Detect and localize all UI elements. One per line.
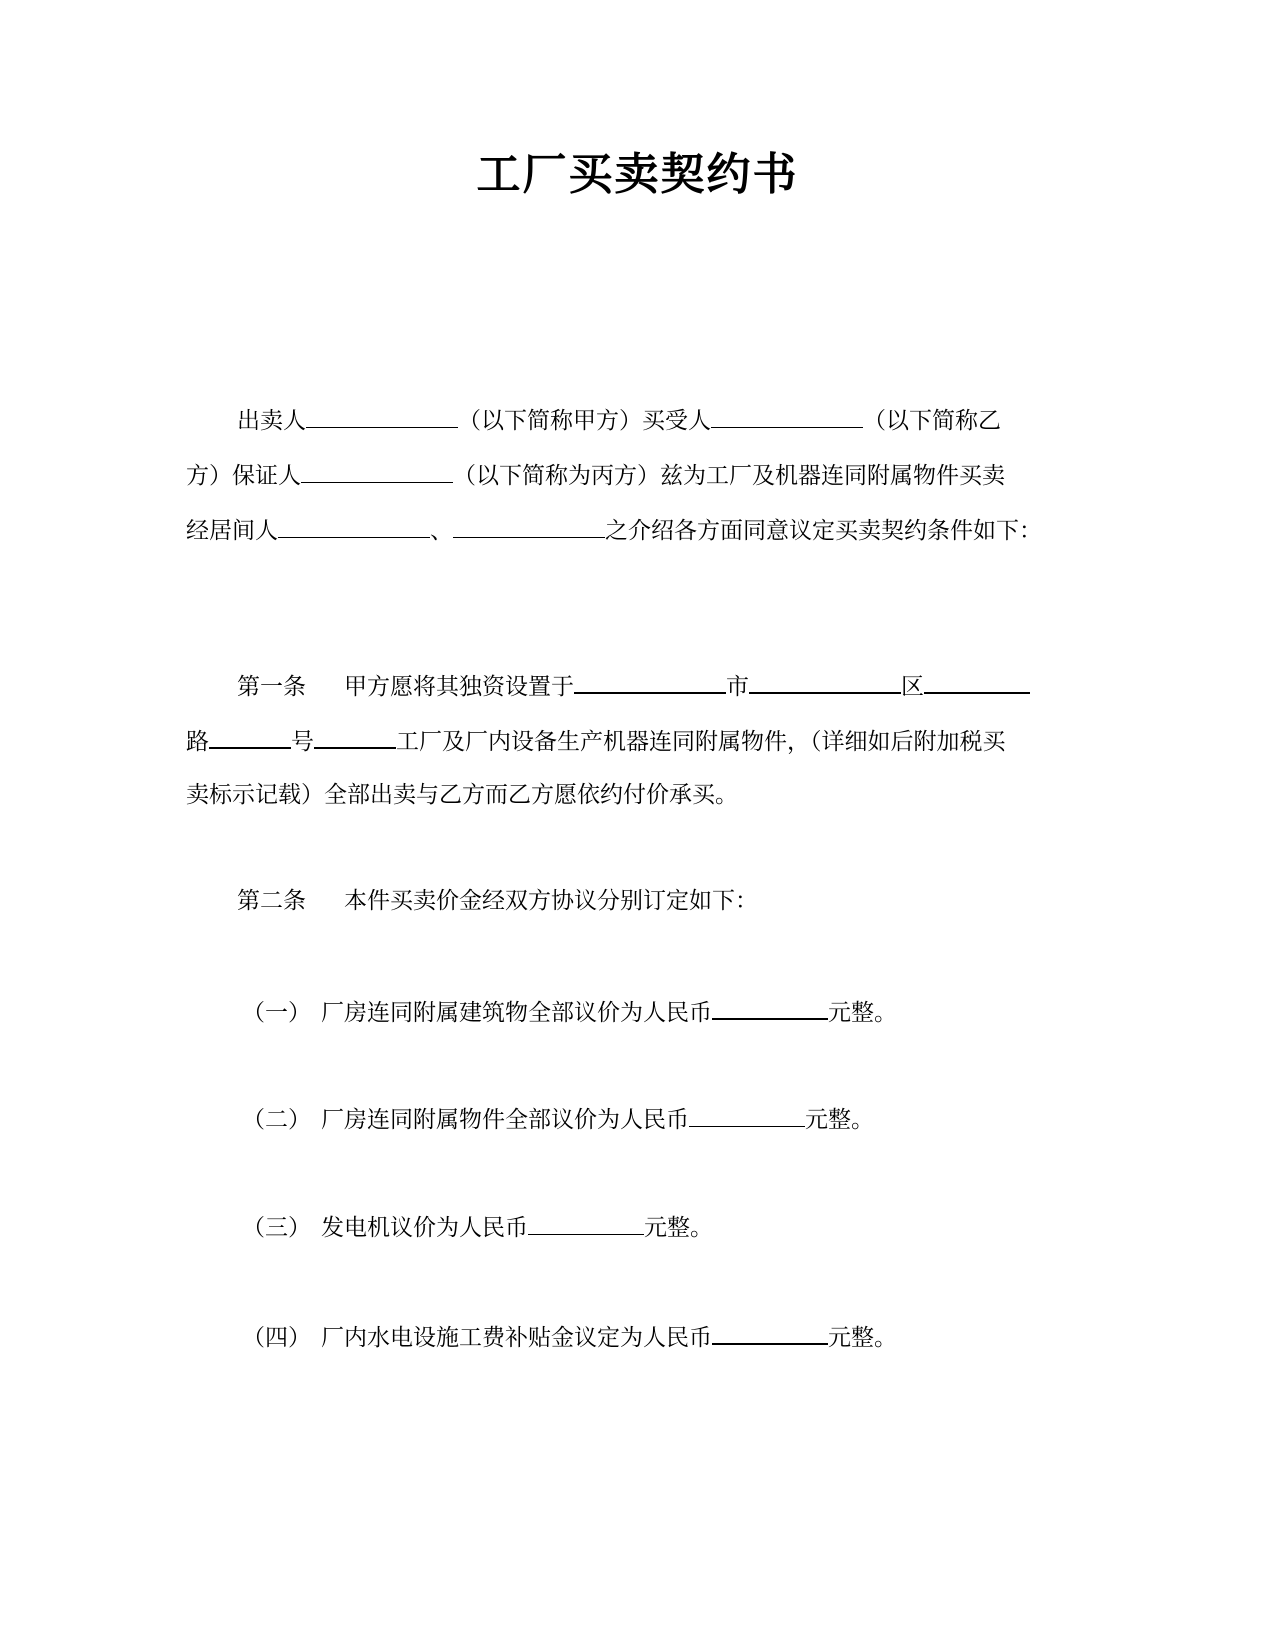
broker-separator: 、 bbox=[430, 518, 453, 544]
intro-line-2 bbox=[186, 458, 1086, 493]
number-label: 号 bbox=[291, 729, 314, 755]
city-blank bbox=[749, 668, 901, 694]
price-item-3 bbox=[242, 1210, 1142, 1245]
guarantor-label: 方）保证人 bbox=[186, 463, 301, 489]
article2-label: 第二条 bbox=[237, 888, 306, 914]
item-suffix: 元整。 bbox=[828, 1000, 897, 1026]
article1-line2-suffix: 工厂及厂内设备生产机器连同附属物件，（详细如后附加税买 bbox=[396, 729, 1006, 755]
number-blank bbox=[314, 723, 396, 749]
road-blank bbox=[209, 723, 291, 749]
item-text: 厂内水电设施工费补贴金议定为人民币 bbox=[321, 1325, 712, 1351]
seller-blank bbox=[306, 403, 458, 428]
item-number: （三） bbox=[242, 1215, 311, 1241]
price-item-4 bbox=[242, 1319, 1142, 1355]
article1-line-3 bbox=[186, 778, 1086, 812]
district-label: 区 bbox=[901, 674, 924, 700]
item-suffix: 元整。 bbox=[805, 1107, 874, 1133]
amount-blank bbox=[528, 1210, 644, 1235]
broker-label: 经居间人 bbox=[186, 518, 278, 544]
buyer-suffix: （以下简称乙 bbox=[863, 408, 1001, 434]
document-title: 工厂买卖契约书 bbox=[476, 149, 799, 200]
article1-label: 第一条 bbox=[237, 674, 306, 700]
item-text: 厂房连同附属建筑物全部议价为人民币 bbox=[321, 1000, 712, 1026]
item-text: 发电机议价为人民币 bbox=[321, 1215, 528, 1241]
amount-blank bbox=[712, 1319, 828, 1345]
amount-blank bbox=[712, 994, 828, 1020]
buyer-blank bbox=[711, 403, 863, 428]
guarantor-blank bbox=[301, 458, 453, 483]
article1-line3-text: 卖标示记载）全部出卖与乙方而乙方愿依约付价承买。 bbox=[186, 782, 738, 808]
intro-line-1 bbox=[237, 403, 1137, 438]
price-item-1 bbox=[242, 994, 1142, 1030]
article2-line bbox=[237, 884, 1137, 918]
item-suffix: 元整。 bbox=[644, 1215, 713, 1241]
amount-blank bbox=[689, 1102, 805, 1127]
item-text: 厂房连同附属物件全部议价为人民币 bbox=[321, 1107, 689, 1133]
item-suffix: 元整。 bbox=[828, 1325, 897, 1351]
seller-label: 出卖人 bbox=[237, 408, 306, 434]
location-blank bbox=[574, 668, 726, 694]
road-label: 路 bbox=[186, 729, 209, 755]
city-label: 市 bbox=[726, 674, 749, 700]
broker-blank-2 bbox=[453, 513, 605, 538]
seller-suffix: （以下简称甲方）买受人 bbox=[458, 408, 711, 434]
item-number: （四） bbox=[242, 1325, 311, 1351]
intro-line-3 bbox=[186, 513, 1086, 548]
guarantor-suffix: （以下简称为丙方）兹为工厂及机器连同附属物件买卖 bbox=[453, 463, 1005, 489]
broker-blank-1 bbox=[278, 513, 430, 538]
district-blank bbox=[924, 668, 1030, 694]
item-number: （二） bbox=[242, 1107, 311, 1133]
article1-line-1 bbox=[237, 668, 1137, 704]
article2-text: 本件买卖价金经双方协议分别订定如下： bbox=[344, 888, 758, 914]
article1-line-2 bbox=[186, 723, 1086, 759]
item-number: （一） bbox=[242, 1000, 311, 1026]
article1-prefix: 甲方愿将其独资设置于 bbox=[344, 674, 574, 700]
broker-suffix: 之介绍各方面同意议定买卖契约条件如下： bbox=[605, 518, 1042, 544]
price-item-2 bbox=[242, 1102, 1142, 1137]
